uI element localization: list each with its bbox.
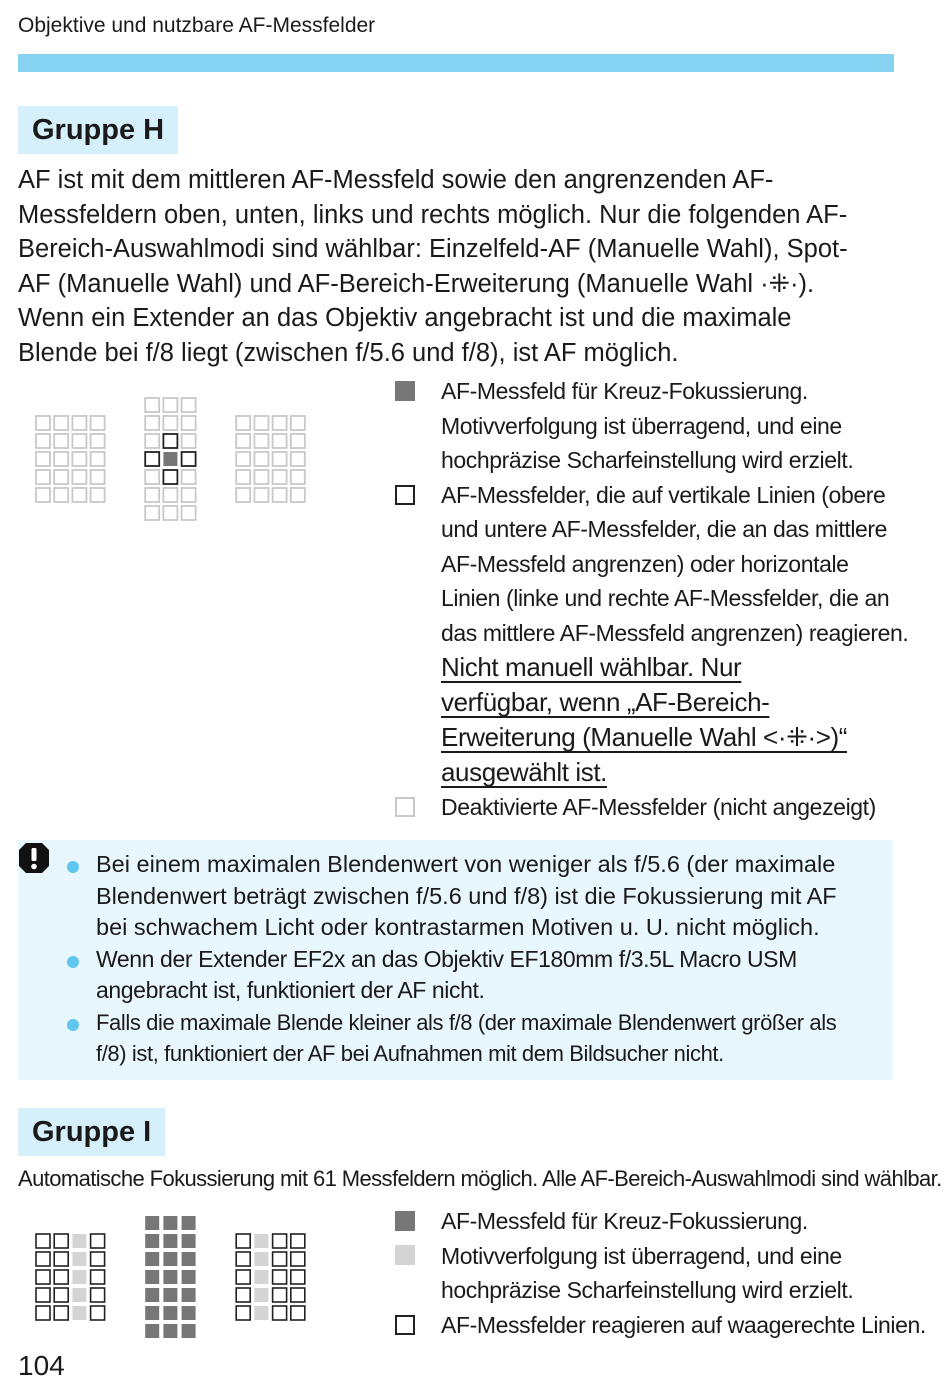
af-point xyxy=(36,1288,50,1302)
af-point xyxy=(291,1288,305,1302)
horizontal-point-swatch xyxy=(395,1315,415,1335)
cross-point-light-swatch xyxy=(395,1245,415,1265)
af-point xyxy=(163,1216,177,1230)
af-point xyxy=(163,1234,177,1248)
af-point xyxy=(163,416,177,430)
paragraph-line: Messfeldern oben, unten, links und rechts möglich. Nur die folgenden AF- xyxy=(18,200,848,229)
af-point xyxy=(72,1288,86,1302)
af-point xyxy=(54,1306,68,1320)
legend-line: Motivverfolgung ist überragend, und eine xyxy=(441,412,842,439)
group-i-legend xyxy=(395,1204,926,1342)
af-point xyxy=(163,1252,177,1266)
af-point xyxy=(91,1288,105,1302)
af-point xyxy=(163,1306,177,1320)
legend-disabled xyxy=(395,790,905,825)
group-h-paragraph xyxy=(18,163,898,370)
af-point xyxy=(91,1234,105,1248)
af-point xyxy=(182,506,196,520)
af-point xyxy=(163,488,177,502)
af-point xyxy=(145,1252,159,1266)
af-point xyxy=(291,452,305,466)
af-point xyxy=(291,488,305,502)
bullet-line: f/8) ist, funktioniert der AF bei Aufnahmen mit dem Bildsucher nicht. xyxy=(96,1041,724,1066)
af-point xyxy=(54,1234,68,1248)
af-point xyxy=(145,1288,159,1302)
af-point xyxy=(145,506,159,520)
legend-line: AF-Messfeld für Kreuz-Fokussierung. xyxy=(441,378,808,404)
af-point xyxy=(36,434,50,448)
group-i-text: Automatische Fokussierung mit 61 Messfeldern möglich. Alle AF-Bereich-Auswahlmodi sind wählbar. xyxy=(18,1166,942,1191)
af-point xyxy=(54,488,68,502)
legend-note-line: Nicht manuell wählbar. Nur xyxy=(441,652,742,682)
af-point xyxy=(36,1234,50,1248)
af-point xyxy=(72,470,86,484)
af-point xyxy=(182,1270,196,1284)
af-point xyxy=(236,488,250,502)
legend-cross xyxy=(395,1204,915,1308)
af-point xyxy=(273,1306,287,1320)
af-point xyxy=(91,434,105,448)
af-point xyxy=(36,1306,50,1320)
bullet-line: Bei einem maximalen Blendenwert von weniger als f/5.6 (der maximale xyxy=(96,851,836,877)
af-point xyxy=(254,452,268,466)
af-point xyxy=(54,434,68,448)
af-point xyxy=(145,398,159,412)
caution-icon xyxy=(18,842,50,874)
af-point xyxy=(182,398,196,412)
af-point xyxy=(163,506,177,520)
legend-line: hochpräzise Scharfeinstellung wird erzielt. xyxy=(441,447,854,473)
legend-line: AF-Messfeld für Kreuz-Fokussierung. xyxy=(441,1208,808,1234)
bullet-dot xyxy=(65,849,96,944)
legend-line: Motivverfolgung ist überragend, und eine xyxy=(441,1242,842,1269)
line-point-swatch xyxy=(395,485,415,505)
group-i-heading: Gruppe I xyxy=(18,1108,165,1156)
legend-line: AF-Messfelder reagieren auf waagerechte Linien. xyxy=(441,1311,926,1338)
af-point xyxy=(145,1234,159,1248)
af-point xyxy=(236,434,250,448)
af-point xyxy=(163,1270,177,1284)
af-point xyxy=(36,1252,50,1266)
legend-note-line: verfügbar, wenn „AF-Bereich- xyxy=(441,687,770,717)
af-point xyxy=(254,434,268,448)
af-point xyxy=(291,470,305,484)
af-point xyxy=(182,470,196,484)
af-point xyxy=(145,452,159,466)
af-point xyxy=(254,470,268,484)
af-point xyxy=(72,1270,86,1284)
legend-line: hochpräzise Scharfeinstellung wird erzielt. xyxy=(441,1277,854,1303)
af-point xyxy=(236,1288,250,1302)
af-point xyxy=(182,488,196,502)
caution-bullets xyxy=(65,849,875,1070)
af-point xyxy=(145,434,159,448)
bullet-line: bei schwachem Licht oder kontrastarmen Motiven u. U. nicht möglich. xyxy=(96,914,820,940)
af-point xyxy=(145,1324,159,1338)
bullet-dot xyxy=(65,1007,96,1070)
af-point xyxy=(273,488,287,502)
af-point xyxy=(291,416,305,430)
af-point xyxy=(145,1270,159,1284)
af-point xyxy=(182,434,196,448)
legend-line: und untere AF-Messfelder, die an das mittlere xyxy=(441,516,888,542)
af-point xyxy=(36,416,50,430)
af-point xyxy=(91,452,105,466)
af-point xyxy=(273,416,287,430)
af-point xyxy=(254,1270,268,1284)
af-point xyxy=(72,416,86,430)
af-point xyxy=(72,434,86,448)
paragraph-line: Blende bei f/8 liegt (zwischen f/5.6 und f/8), ist AF möglich. xyxy=(18,338,679,367)
af-point xyxy=(291,1252,305,1266)
legend-line: Deaktivierte AF-Messfelder (nicht angezeigt) xyxy=(441,794,876,820)
af-point xyxy=(273,1234,287,1248)
af-point xyxy=(291,1306,305,1320)
af-point xyxy=(91,1270,105,1284)
af-point xyxy=(145,416,159,430)
af-point xyxy=(236,1234,250,1248)
af-point xyxy=(182,452,196,466)
bullet-line: Wenn der Extender EF2x an das Objektiv EF180mm f/3.5L Macro USM xyxy=(96,945,797,972)
af-point xyxy=(163,434,177,448)
af-point xyxy=(254,488,268,502)
legend-line-sensitive xyxy=(395,478,909,791)
af-point xyxy=(91,470,105,484)
af-point xyxy=(91,488,105,502)
list-item xyxy=(65,849,875,944)
af-point xyxy=(54,452,68,466)
af-point xyxy=(36,488,50,502)
af-point xyxy=(182,1288,196,1302)
af-point xyxy=(236,416,250,430)
legend-horizontal xyxy=(395,1308,926,1343)
af-point xyxy=(236,1252,250,1266)
legend-line: AF-Messfeld angrenzen) oder horizontale xyxy=(441,550,849,577)
af-point xyxy=(273,452,287,466)
af-point xyxy=(36,1270,50,1284)
af-point xyxy=(182,1324,196,1338)
bullet-line: Falls die maximale Blende kleiner als f/8 (der maximale Blendenwert größer als xyxy=(96,1009,837,1035)
af-point xyxy=(72,1234,86,1248)
af-point xyxy=(36,452,50,466)
af-point xyxy=(72,1252,86,1266)
bullet-dot xyxy=(65,944,96,1007)
af-point xyxy=(236,470,250,484)
page-number: 104 xyxy=(18,1350,65,1381)
paragraph-line: AF (Manuelle Wahl) und AF-Bereich-Erweiterung (Manuelle Wahl ·⁜·). xyxy=(18,269,815,298)
paragraph-line: AF ist mit dem mittleren AF-Messfeld sowie den angrenzenden AF- xyxy=(18,166,774,194)
af-point xyxy=(163,470,177,484)
af-point xyxy=(145,470,159,484)
af-point xyxy=(54,1288,68,1302)
af-point xyxy=(182,1252,196,1266)
af-point xyxy=(182,1234,196,1248)
af-point xyxy=(273,1252,287,1266)
page-header: Objektive und nutzbare AF-Messfelder xyxy=(18,14,376,37)
cross-point-swatch xyxy=(395,381,415,401)
legend-note-line: Erweiterung (Manuelle Wahl <·⁜·>)“ xyxy=(441,722,848,752)
af-point xyxy=(273,434,287,448)
af-point xyxy=(291,1234,305,1248)
legend-line: das mittlere AF-Messfeld angrenzen) reagieren. xyxy=(441,619,909,646)
af-point xyxy=(145,1216,159,1230)
legend-note-line: ausgewählt ist. xyxy=(441,757,607,787)
af-point xyxy=(163,1324,177,1338)
af-point xyxy=(91,416,105,430)
af-point xyxy=(72,1306,86,1320)
cross-point-swatch xyxy=(395,1211,415,1231)
af-point xyxy=(91,1252,105,1266)
group-h-legend xyxy=(395,374,909,825)
af-point xyxy=(254,1288,268,1302)
bullet-line: Blendenwert beträgt zwischen f/5.6 und f/8) ist die Fokussierung mit AF xyxy=(96,882,837,909)
bullet-line: angebracht ist, funktioniert der AF nicht. xyxy=(96,977,485,1003)
legend-cross xyxy=(395,374,905,478)
af-point xyxy=(91,1306,105,1320)
af-point xyxy=(236,1306,250,1320)
legend-line: AF-Messfelder, die auf vertikale Linien (obere xyxy=(441,481,886,508)
af-point xyxy=(254,1234,268,1248)
af-point xyxy=(236,452,250,466)
af-point xyxy=(54,1270,68,1284)
legend-line: Linien (linke und rechte AF-Messfelder, die an xyxy=(441,585,890,611)
af-point xyxy=(182,1216,196,1230)
af-point xyxy=(182,416,196,430)
af-point xyxy=(54,470,68,484)
af-point xyxy=(273,470,287,484)
af-point xyxy=(145,488,159,502)
af-point xyxy=(273,1270,287,1284)
header-bar xyxy=(18,54,894,72)
af-point xyxy=(72,452,86,466)
disabled-point-swatch xyxy=(395,797,415,817)
af-point xyxy=(36,470,50,484)
af-point xyxy=(254,416,268,430)
list-item xyxy=(65,944,875,1007)
af-point xyxy=(182,1306,196,1320)
group-h-af-diagram xyxy=(36,398,316,528)
af-point xyxy=(163,398,177,412)
list-item xyxy=(65,1007,875,1070)
af-point xyxy=(163,452,177,466)
af-point xyxy=(54,416,68,430)
af-point xyxy=(163,1288,177,1302)
af-point xyxy=(54,1252,68,1266)
group-i-af-diagram xyxy=(36,1216,316,1346)
af-point xyxy=(291,1270,305,1284)
af-point xyxy=(145,1306,159,1320)
paragraph-line: Bereich-Auswahlmodi sind wählbar: Einzelfeld-AF (Manuelle Wahl), Spot- xyxy=(18,235,848,263)
af-point xyxy=(254,1252,268,1266)
af-point xyxy=(291,434,305,448)
af-point xyxy=(236,1270,250,1284)
paragraph-line: Wenn ein Extender an das Objektiv angebracht ist und die maximale xyxy=(18,304,792,332)
af-point xyxy=(254,1306,268,1320)
af-point xyxy=(72,488,86,502)
group-h-heading: Gruppe H xyxy=(18,106,178,154)
af-point xyxy=(273,1288,287,1302)
